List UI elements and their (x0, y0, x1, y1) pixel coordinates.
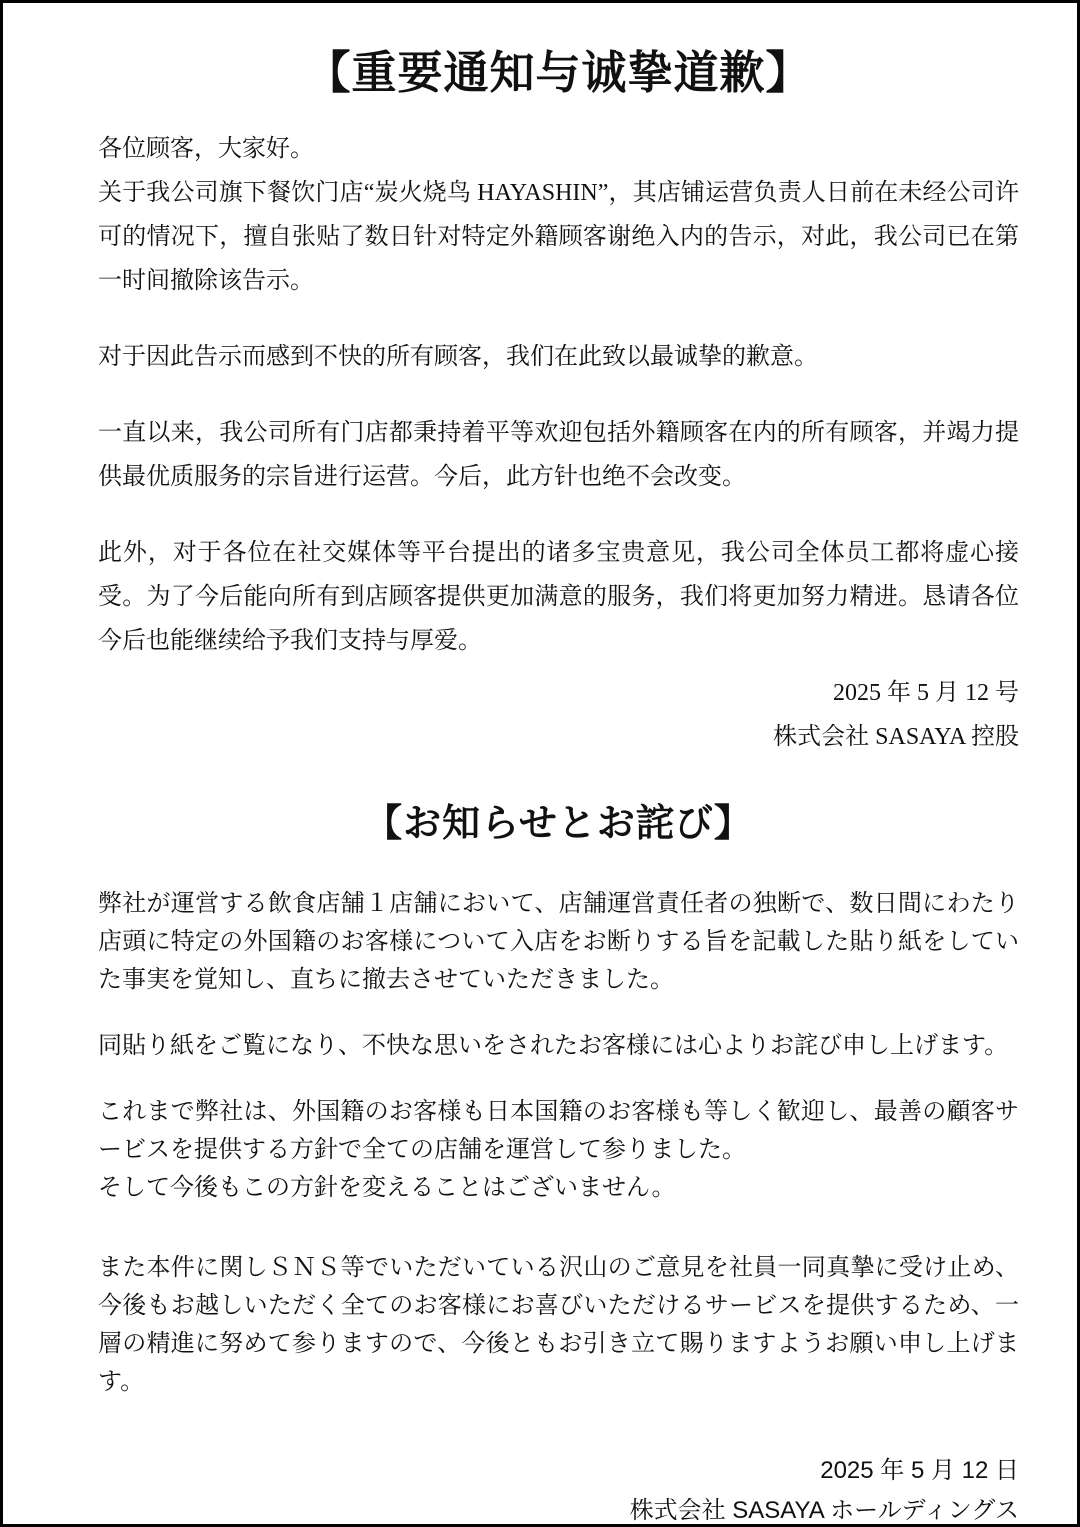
cn-company-signature: 株式会社 SASAYA 控股 (773, 724, 1019, 750)
jp-paragraph-apology: 同貼り紙をご覧になり、不快な思いをされたお客様には心よりお詫び申し上げます。 (98, 1032, 1009, 1059)
jp-date: 2025 年 5 月 12 日 (820, 1457, 1019, 1484)
cn-paragraph-incident: 关于我公司旗下餐饮门店“炭火烧鸟 HAYASHIN”，其店铺运营负责人日前在未经公司许可的情况下，擅自张贴了数日针对特定外籍顾客谢绝入内的告示，对此，我公司已在第一时间撤除该告示。 (98, 180, 1019, 294)
cn-paragraph-greeting: 各位顾客，大家好。 (98, 136, 314, 162)
japanese-notice-section (98, 799, 1019, 1527)
cn-paragraph-feedback: 此外，对于各位在社交媒体等平台提出的诸多宝贵意见，我公司全体员工都将虚心接受。为了今后能向所有到店顾客提供更加满意的服务，我们将更加努力精进。恳请各位今后也能继续给予我们支持与厚爱。 (98, 540, 1019, 654)
jp-paragraph-policy: これまで弊社は、外国籍のお客様も日本国籍のお客様も等しく歓迎し、最善の顧客サービスを提供する方針で全ての店舗を運営して参りました。 (98, 1098, 1019, 1163)
jp-paragraph-feedback: また本件に関しＳＮＳ等でいただいている沢山のご意見を社員一同真摯に受け止め、今後もお越しいただく全てのお客様にお喜びいただけるサービスを提供するため、一層の精進に努めて参りますので、今後ともお引き立て賜りますようお願い申し上げます。 (98, 1254, 1019, 1395)
chinese-notice-title: 【重要通知与诚挚道歉】 (305, 48, 812, 98)
jp-company-signature: 株式会社 SASAYA ホールディングス (629, 1497, 1019, 1524)
jp-paragraph-incident: 弊社が運営する飲食店舗１店舗において、店舗運営責任者の独断で、数日間にわたり店頭に特定の外国籍のお客様について入店をお断りする旨を記載した貼り紙をしていた事実を覚知し、直ちに撤去させていただきました。 (98, 890, 1019, 993)
chinese-notice-section (98, 43, 1019, 759)
cn-paragraph-apology: 对于因此告示而感到不快的所有顾客，我们在此致以最诚挚的歉意。 (98, 344, 818, 370)
jp-signoff-block (98, 1451, 1019, 1527)
cn-date: 2025 年 5 月 12 号 (833, 680, 1019, 706)
japanese-notice-title: 【お知らせとお詫び】 (364, 803, 753, 845)
cn-signoff-block (98, 671, 1019, 759)
cn-paragraph-policy: 一直以来，我公司所有门店都秉持着平等欢迎包括外籍顾客在内的所有顾客，并竭力提供最优质服务的宗旨进行运营。今后，此方针也绝不会改变。 (98, 420, 1019, 490)
jp-paragraph-policy-continued: そして今後もこの方針を変えることはございません。 (98, 1174, 676, 1201)
